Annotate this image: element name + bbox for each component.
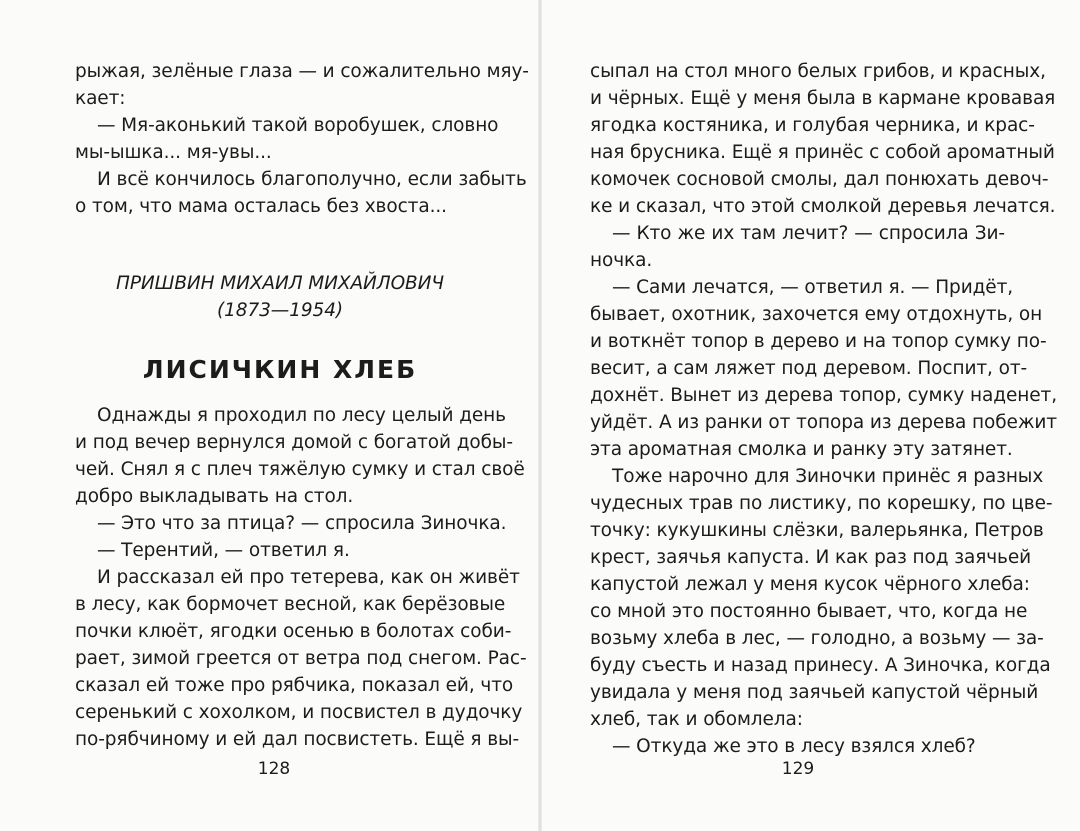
text-line: — Откуда же это в лесу взялся хлеб? xyxy=(612,736,976,757)
text-line: добро выкладывать на стол. xyxy=(75,486,354,507)
text-line: буду съесть и назад принесу. А Зиночка, когда xyxy=(590,655,1051,676)
text-line: Тоже нарочно для Зиночки принёс я разных xyxy=(612,466,1044,487)
text-line: капустой лежал у меня кусок чёрного хлеба: xyxy=(590,574,1030,595)
story-title: ЛИСИЧКИН ХЛЕБ xyxy=(142,355,418,384)
text-line: — Кто же их там лечит? — спросила Зи- xyxy=(612,223,1005,244)
text-line: увидала у меня под заячьей капустой чёрный xyxy=(590,682,1039,703)
text-line: уйдёт. А из ранки от топора из дерева побежит xyxy=(590,412,1057,433)
text-line: и под вечер вернулся домой с богатой добы- xyxy=(75,432,514,453)
text-line: сыпал на стол много белых грибов, и красных, xyxy=(590,61,1046,82)
author-name: ПРИШВИН МИХАИЛ МИХАЙЛОВИЧ xyxy=(116,273,444,294)
page-number-left: 128 xyxy=(257,759,291,779)
right-page xyxy=(590,58,1057,760)
text-line: ягодка костяника, и голубая черника, и крас- xyxy=(590,115,1035,136)
text-line: о том, что мама осталась без хвоста... xyxy=(75,196,447,217)
text-line: мы-ышка... мя-увы... xyxy=(75,142,272,163)
text-line: весит, а сам ляжет под деревом. Поспит, от- xyxy=(590,358,1028,379)
text-line: ная брусника. Ещё я принёс с собой ароматный xyxy=(590,142,1055,163)
text-line: эта ароматная смолка и ранку эту затянет. xyxy=(590,439,1013,460)
author-years: (1873—1954) xyxy=(217,300,343,321)
text-line: дохнёт. Вынет из дерева топор, сумку наденет, xyxy=(590,385,1057,406)
text-line: — Терентий, — ответил я. xyxy=(97,540,350,561)
page-number-right: 129 xyxy=(781,759,815,779)
text-line: хлеб, так и обомлела: xyxy=(590,709,803,730)
text-line: серенький с хохолком, и посвистел в дудочку xyxy=(75,702,523,723)
text-line: И всё кончилось благополучно, если забыть xyxy=(97,169,527,190)
text-line: — Мя-аконький такой воробушек, словно xyxy=(97,115,499,136)
text-line: и чёрных. Ещё у меня была в кармане кровавая xyxy=(590,88,1056,109)
text-line: чей. Снял я с плеч тяжёлую сумку и стал своё xyxy=(75,459,525,480)
text-line: — Это что за птица? — спросила Зиночка. xyxy=(97,513,507,534)
text-line: рыжая, зелёные глаза — и сожалительно мяу- xyxy=(75,61,529,82)
text-line: кает: xyxy=(75,88,126,109)
text-line: в лесу, как бормочет весной, как берёзовые xyxy=(75,594,506,615)
text-line: чудесных трав по листику, по корешку, по цве- xyxy=(590,493,1053,514)
text-line: Однажды я проходил по лесу целый день xyxy=(97,405,506,426)
text-line: почки клюёт, ягодки осенью в болотах соби- xyxy=(75,621,512,642)
book-gutter xyxy=(538,0,542,831)
text-line: бывает, охотник, захочется ему отдохнуть, он xyxy=(590,304,1043,325)
text-line: по-рябчиному и ей дал посвистеть. Ещё я вы- xyxy=(75,729,520,750)
text-line: со мной это постоянно бывает, что, когда не xyxy=(590,601,1028,622)
text-line: — Сами лечатся, — ответил я. — Придёт, xyxy=(612,277,1014,298)
left-page xyxy=(75,58,529,753)
text-line: ке и сказал, что этой смолкой деревья лечатся. xyxy=(590,196,1056,217)
text-line: возьму хлеба в лес, — голодно, а возьму — за- xyxy=(590,628,1044,649)
text-line: рает, зимой греется от ветра под снегом. Рас- xyxy=(75,648,527,669)
text-line: сказал ей тоже про рябчика, показал ей, что xyxy=(75,675,514,696)
text-line: крест, заячья капуста. И как раз под заячьей xyxy=(590,547,1032,568)
text-line: и воткнёт топор в дерево и на топор сумку по- xyxy=(590,331,1047,352)
text-line: комочек сосновой смолы, дал понюхать девоч- xyxy=(590,169,1049,190)
text-line: ночка. xyxy=(590,250,653,271)
text-line: точку: кукушкины слёзки, валерьянка, Петров xyxy=(590,520,1044,541)
text-line: И рассказал ей про тетерева, как он живёт xyxy=(97,567,520,588)
